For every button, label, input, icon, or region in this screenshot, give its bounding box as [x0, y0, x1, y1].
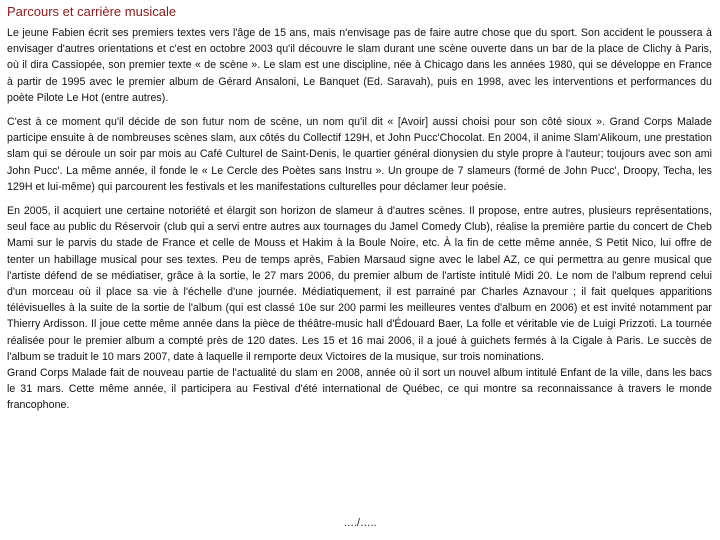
paragraph-2: C'est à ce moment qu'il décide de son futur nom de scène, un nom qu'il dit « [Avoir] aussi choisi pour son côté sioux ». Grand Corps Malade participe ensuite à de nombreuses scènes slam, aux côtés du Collectif 129H, et John Pucc'Chocolat. En 2004, il anime Slam'Alikoum, une prestation slam qui se déroule un soir par mois au Café Culturel de Saint-Denis, le quartier général dionysien du style propre à l'auteur; toujours avec son ami John Pucc'. La même année, il fonde le « Le Cercle des Poètes sans Instru ». Un groupe de 7 slameurs (formé de John Pucc', Droopy, Techa, les 129H et lui-même) qui parcourent les festivals et les manifestations culturelles pour déclamer leur poésie. — [7, 116, 712, 193]
paragraph-1: Le jeune Fabien écrit ses premiers textes vers l'âge de 15 ans, mais n'envisage pas de faire autre chose que du sport. Son accident le poussera à envisager d'autres orientations et c'est en octobre 2003 qu'il découvre le slam durant une scène ouverte dans un bar de la place de Clichy à Paris, où il dira Cassiopée, son premier texte « de scène ». Le slam est une discipline, née à Chicago dans les années 1980, qui se développe en France à partir de 1995 avec le premier album de Gérard Ansaloni, Le Banquet (Ed. Saravah), puis en 1998, avec les interventions et performances du poète Pilote Le Hot (entre autres). — [7, 27, 712, 104]
paragraph-spacer — [7, 106, 712, 114]
paragraph-spacer — [7, 195, 712, 203]
paragraph-3: En 2005, il acquiert une certaine notoriété et élargit son horizon de slameur à d'autres scènes. Il propose, entre autres, plusieurs représentations, seul face au public du Réservoir (club qui a servi entre autres aux tournages du Jamel Comedy Club), réalise la première partie du concert de Cheb Mami sur le parvis du stade de France et celle de Mouss et Hakim à la Boule Noire, etc. À la fin de cette même année, S Petit Nico, lui offre de tenter un habillage musical pour ses textes. Peu de temps après, Fabien Marsaud signe avec le label AZ, ce qui permettra au genre musical que l'artiste défend de se médiatiser, grâce à la sortie, le 27 mars 2006, du premier album de l'artiste intitulé Midi 20. Le nom de l'album reprend celui d'un morceau où il place sa vie à l'échelle d'une journée. Médiatiquement, il est parrainé par Charles Aznavour ; il fait quelques apparitions télévisuelles à la suite de la sortie de l'album (qui est classé 10e sur 200 parmi les meilleures ventes d'album en 2006) et est invité notamment par Thierry Ardisson. Il joue cette même année dans la pièce de théâtre-music hall d'Édouard Baer, La folle et véritable vie de Luigi Prizzoti. La tournée réalisée pour le premier album a compté près de 120 dates. Les 15 et 16 mai 2006, il a joué à guichets fermés à la Cigale à Paris. Le succès de l'album se traduit le 10 mars 2007, date à laquelle il remporte deux Victoires de la musique, sur trois nominations. — [7, 205, 712, 363]
paragraph-4: Grand Corps Malade fait de nouveau partie de l'actualité du slam en 2008, année où il sort un nouvel album intitulé Enfant de la ville, dans les bacs le 31 mars. Cette même année, il participera au Festival d'été international de Québec, ce qui montre sa reconnaissance à travers le monde francophone. — [7, 367, 712, 412]
page-title: Parcours et carrière musicale — [7, 4, 177, 19]
continuation-marker: …./….. — [343, 517, 377, 529]
